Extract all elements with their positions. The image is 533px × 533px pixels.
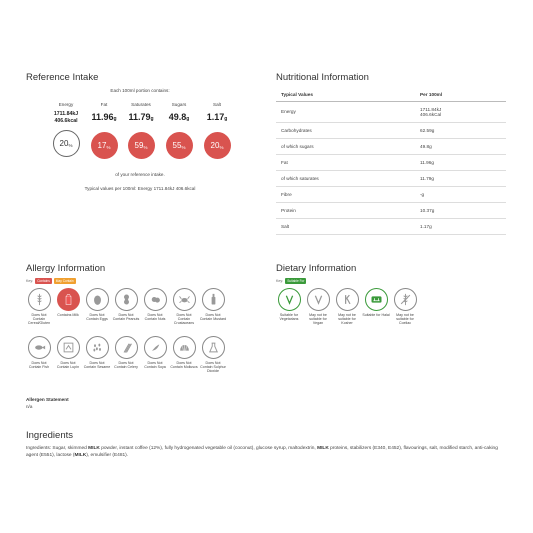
table-row xyxy=(276,154,506,170)
intake-percent-unit: % xyxy=(143,144,148,150)
icon-caption: Does Not Contain Lupin xyxy=(56,360,80,369)
icon-caption: Does Not Contain Nuts xyxy=(144,312,166,321)
intake-percent-circle xyxy=(53,130,80,157)
icon-cell xyxy=(141,336,169,369)
celery-icon xyxy=(115,336,138,359)
icon-cell xyxy=(141,288,169,321)
icon-cell xyxy=(304,288,332,325)
intake-unit: g xyxy=(224,116,228,122)
intake-amount: 11.79 xyxy=(128,112,151,122)
icon-cell xyxy=(362,288,390,317)
icon-cell xyxy=(391,288,419,325)
intake-value xyxy=(201,113,233,129)
intake-percent-unit: % xyxy=(68,142,73,148)
egg-icon xyxy=(86,288,109,311)
intake-percent-circle xyxy=(166,132,193,159)
intake-energy xyxy=(50,102,82,157)
ingredients-title: Ingredients xyxy=(26,430,74,441)
allergen-statement-title: Allergen Statement xyxy=(26,397,69,402)
icon-cell xyxy=(275,288,303,321)
allergen-highlight: MILK xyxy=(74,453,87,458)
vegan-icon xyxy=(307,288,330,311)
intake-percent-unit: % xyxy=(219,144,224,150)
intake-percent: 59 xyxy=(134,141,144,150)
allergy-key-label: Key: xyxy=(26,279,34,283)
intake-fat xyxy=(88,102,120,159)
intake-label: Saturates xyxy=(131,102,151,107)
ingredients-fragment: ), emulsifier (E481). xyxy=(86,453,129,458)
allergy-key xyxy=(26,278,76,284)
intake-saturates xyxy=(125,102,157,159)
allergen-highlight: MILK xyxy=(88,446,100,451)
reference-intake-footer: of your reference intake. xyxy=(115,172,165,177)
dietary-key-label: Key: xyxy=(276,279,284,283)
reference-intake-title: Reference Intake xyxy=(26,72,99,83)
mollusc-icon xyxy=(173,336,196,359)
nutrient-name: Fibre xyxy=(276,186,415,202)
nutrient-name: of which saturates xyxy=(276,170,415,186)
intake-unit: g xyxy=(186,116,190,122)
table-row xyxy=(276,138,506,154)
intake-value-kj: 1711.84kJ xyxy=(53,111,79,117)
table-row xyxy=(276,122,506,138)
nutrient-value xyxy=(415,101,506,122)
icon-caption: Does Not Contain Cereal/Gluten xyxy=(27,312,51,326)
intake-value xyxy=(125,113,157,129)
ingredients-fragment: proteins, stabilizers (E340, E452), flavourings, salt, modified starch, anti-caking agent (E551), lactose ( xyxy=(26,446,498,458)
icon-cell xyxy=(112,288,140,321)
allergen-highlight: MILK xyxy=(317,446,329,451)
nutrient-name: Energy xyxy=(276,101,415,122)
intake-amount: 49.8 xyxy=(168,112,187,122)
intake-percent-circle xyxy=(91,132,118,159)
intake-unit: g xyxy=(113,116,117,122)
dietary-key xyxy=(276,278,306,284)
header-typical-values: Typical Values xyxy=(276,88,415,101)
intake-label: Salt xyxy=(213,102,221,107)
icon-caption: Suitable for Halal xyxy=(362,312,390,317)
nutrient-value-line: 406.6kCal xyxy=(420,111,442,117)
intake-label: Fat xyxy=(100,102,108,107)
icon-cell xyxy=(199,336,227,373)
icon-cell xyxy=(25,288,53,325)
icon-caption: Does Not Contain Eggs xyxy=(86,312,108,321)
nutrition-table xyxy=(276,88,506,235)
icon-cell xyxy=(333,288,361,325)
halal-icon xyxy=(365,288,388,311)
icon-caption: May not be suitable for Kosher xyxy=(338,312,356,326)
nutrient-name: Carbohydrates xyxy=(276,122,415,138)
intake-value xyxy=(163,113,195,129)
nutrient-name: Salt xyxy=(276,218,415,234)
nutrient-value: 62.59g xyxy=(415,122,506,138)
icon-cell xyxy=(83,288,111,321)
intake-salt xyxy=(201,102,233,159)
icon-caption: Does Not Contain Sulphur Dioxide xyxy=(200,360,226,374)
icon-caption: Contains Milk xyxy=(57,312,79,317)
intake-amount: 1.17 xyxy=(206,112,225,122)
ingredients-fragment: Ingredients: Sugar, skimmed xyxy=(26,446,89,451)
intake-percent-unit: % xyxy=(181,144,186,150)
icon-cell xyxy=(54,336,82,369)
sesame-icon xyxy=(86,336,109,359)
lupin-icon xyxy=(57,336,80,359)
icon-caption: Does Not Contain Crustaceans xyxy=(173,312,195,326)
icon-cell xyxy=(170,288,198,325)
nutrient-value: 11.96g xyxy=(415,154,506,170)
icon-caption: Does Not Contain Soya xyxy=(144,360,166,369)
mustard-icon xyxy=(202,288,225,311)
nut-icon xyxy=(144,288,167,311)
sulphur-icon xyxy=(202,336,225,359)
nutrient-name: of which sugars xyxy=(276,138,415,154)
icon-caption: Does Not Contain Peanuts xyxy=(112,312,140,321)
icon-caption: Does Not Contain Molluscs xyxy=(170,360,198,369)
dietary-title: Dietary Information xyxy=(276,263,357,274)
icon-caption: Does Not Contain Sesame xyxy=(83,360,111,369)
typical-values-text: Typical values per 100ml: Energy 1711.84kJ 406.6kcal xyxy=(84,186,196,191)
key-may-contain-badge: May Contain xyxy=(55,279,74,283)
peanut-icon xyxy=(115,288,138,311)
icon-caption: May not be suitable for Coeliac xyxy=(396,312,414,326)
intake-amount: 11.96 xyxy=(91,112,114,122)
header-per-100ml: Per 100ml xyxy=(415,88,506,101)
nutrient-value: -g xyxy=(415,186,506,202)
wheat-icon xyxy=(28,288,51,311)
nutrient-value-line: 1711.84kJ xyxy=(420,106,442,112)
milk-icon xyxy=(57,288,80,311)
intake-percent: 20 xyxy=(59,139,69,148)
intake-label: Sugars xyxy=(171,102,187,107)
intake-percent: 17 xyxy=(97,141,107,150)
intake-label: Energy xyxy=(58,102,74,107)
icon-cell xyxy=(199,288,227,321)
intake-value xyxy=(50,111,82,127)
intake-value xyxy=(88,113,120,129)
vegetarian-icon xyxy=(278,288,301,311)
allergy-title: Allergy Information xyxy=(26,263,106,274)
fish-icon xyxy=(28,336,51,359)
nutrient-value: 10.37g xyxy=(415,202,506,218)
nutrient-name: Fat xyxy=(276,154,415,170)
icon-caption: May not be suitable for Vegan xyxy=(309,312,327,326)
intake-percent-circle xyxy=(128,132,155,159)
table-row xyxy=(276,186,506,202)
nutrition-title: Nutritional Information xyxy=(276,72,369,83)
key-suitable-badge: Suitable For xyxy=(287,279,305,283)
nutrient-value: 1.17g xyxy=(415,218,506,234)
nutrient-name: Protein xyxy=(276,202,415,218)
table-row xyxy=(276,218,506,234)
icon-caption: Does Not Contain Fish xyxy=(28,360,50,369)
nutrient-value: 49.8g xyxy=(415,138,506,154)
icon-cell xyxy=(54,288,82,317)
intake-unit: g xyxy=(150,116,154,122)
nutrition-header-row xyxy=(276,88,506,101)
crab-icon xyxy=(173,288,196,311)
icon-caption: Does Not Contain Mustard xyxy=(199,312,227,321)
allergen-statement-value: n/a xyxy=(26,404,33,409)
table-row xyxy=(276,101,506,122)
table-row xyxy=(276,170,506,186)
ingredients-fragment: powder, instant coffee (12%), fully hydrogenated vegetable oil (coconut), glucose syrup, maltodextrin, xyxy=(99,446,318,451)
nutrient-value: 11.79g xyxy=(415,170,506,186)
icon-cell xyxy=(112,336,140,369)
icon-caption: Suitable for Vegetarians xyxy=(279,312,299,321)
intake-sugars xyxy=(163,102,195,159)
intake-percent-unit: % xyxy=(106,144,111,150)
icon-cell xyxy=(25,336,53,369)
key-contains-badge: Contains xyxy=(37,279,50,283)
icon-cell xyxy=(83,336,111,369)
portion-text: Each 100ml portion contains: xyxy=(110,88,170,93)
kosher-icon xyxy=(336,288,359,311)
intake-percent-circle xyxy=(204,132,231,159)
soya-icon xyxy=(144,336,167,359)
icon-caption: Does Not Contain Celery xyxy=(114,360,138,369)
ingredients-text xyxy=(26,445,511,459)
intake-percent: 55 xyxy=(172,141,182,150)
icon-cell xyxy=(170,336,198,369)
coeliac-icon xyxy=(394,288,417,311)
intake-percent: 20 xyxy=(210,141,220,150)
table-row xyxy=(276,202,506,218)
intake-value-kcal: 406.6kcal xyxy=(54,118,78,124)
